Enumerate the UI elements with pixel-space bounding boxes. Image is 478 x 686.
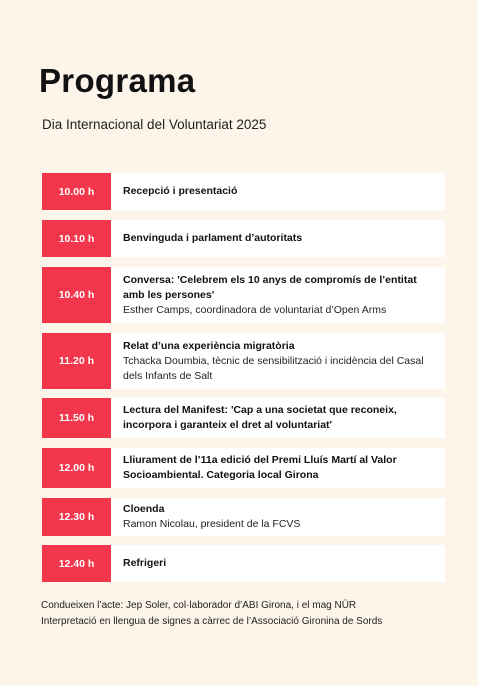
schedule-description: Ramon Nicolau, president de la FCVS bbox=[123, 518, 301, 530]
schedule-time: 11.50 h bbox=[42, 398, 111, 438]
schedule-content bbox=[111, 398, 445, 438]
schedule-content bbox=[111, 267, 445, 323]
schedule-title: Recepció i presentació bbox=[123, 185, 238, 197]
schedule-description: Tchacka Doumbia, tècnic de sensibilització i incidència del Casal dels Infants de Salt bbox=[123, 354, 424, 382]
schedule-title: Relat d’una experiència migratòria bbox=[123, 339, 295, 352]
footer-hosts: Condueixen l’acte: Jep Soler, col·laborador d’ABI Girona, i el mag NÜR bbox=[41, 600, 357, 611]
schedule-time: 10.00 h bbox=[42, 173, 111, 210]
page-title: Programa bbox=[39, 62, 196, 99]
schedule-content bbox=[111, 545, 445, 582]
schedule-title: Lectura del Manifest: 'Cap a una societat que reconeix, incorpora i garanteix el dret al voluntariat' bbox=[123, 404, 397, 431]
schedule-time: 12.40 h bbox=[42, 545, 111, 582]
schedule-time: 11.20 h bbox=[42, 333, 111, 389]
schedule-row bbox=[42, 333, 445, 389]
schedule-title: Cloenda bbox=[123, 503, 165, 515]
schedule-row bbox=[42, 220, 445, 257]
schedule-row bbox=[42, 498, 445, 536]
schedule-content bbox=[111, 333, 445, 389]
schedule-content bbox=[111, 173, 445, 210]
schedule-content bbox=[111, 220, 445, 257]
schedule-title: Benvinguda i parlament d’autoritats bbox=[123, 232, 303, 244]
footer-notes bbox=[41, 598, 382, 630]
schedule-title: Conversa: 'Celebrem els 10 anys de compromís de l’entitat amb les persones' bbox=[123, 273, 417, 301]
schedule-title: Refrigeri bbox=[123, 557, 167, 569]
schedule-description: Esther Camps, coordinadora de voluntariat d’Open Arms bbox=[123, 303, 387, 316]
page-subtitle: Dia Internacional del Voluntariat 2025 bbox=[42, 117, 267, 132]
schedule-time: 10.10 h bbox=[42, 220, 111, 257]
footer-sign-language: Interpretació en llengua de signes a càrrec de l’Associació Gironina de Sords bbox=[41, 616, 383, 627]
schedule-time: 12.00 h bbox=[42, 448, 111, 488]
schedule-row bbox=[42, 545, 445, 582]
schedule-content bbox=[111, 498, 445, 536]
schedule-row bbox=[42, 173, 445, 210]
schedule-time: 10.40 h bbox=[42, 267, 111, 323]
schedule-row bbox=[42, 398, 445, 438]
schedule-row bbox=[42, 267, 445, 323]
schedule-content bbox=[111, 448, 445, 488]
schedule-time: 12.30 h bbox=[42, 498, 111, 536]
schedule-title: Lliurament de l’11a edició del Premi Lluís Martí al Valor Socioambiental. Categoria local Girona bbox=[123, 454, 397, 481]
schedule-row bbox=[42, 448, 445, 488]
